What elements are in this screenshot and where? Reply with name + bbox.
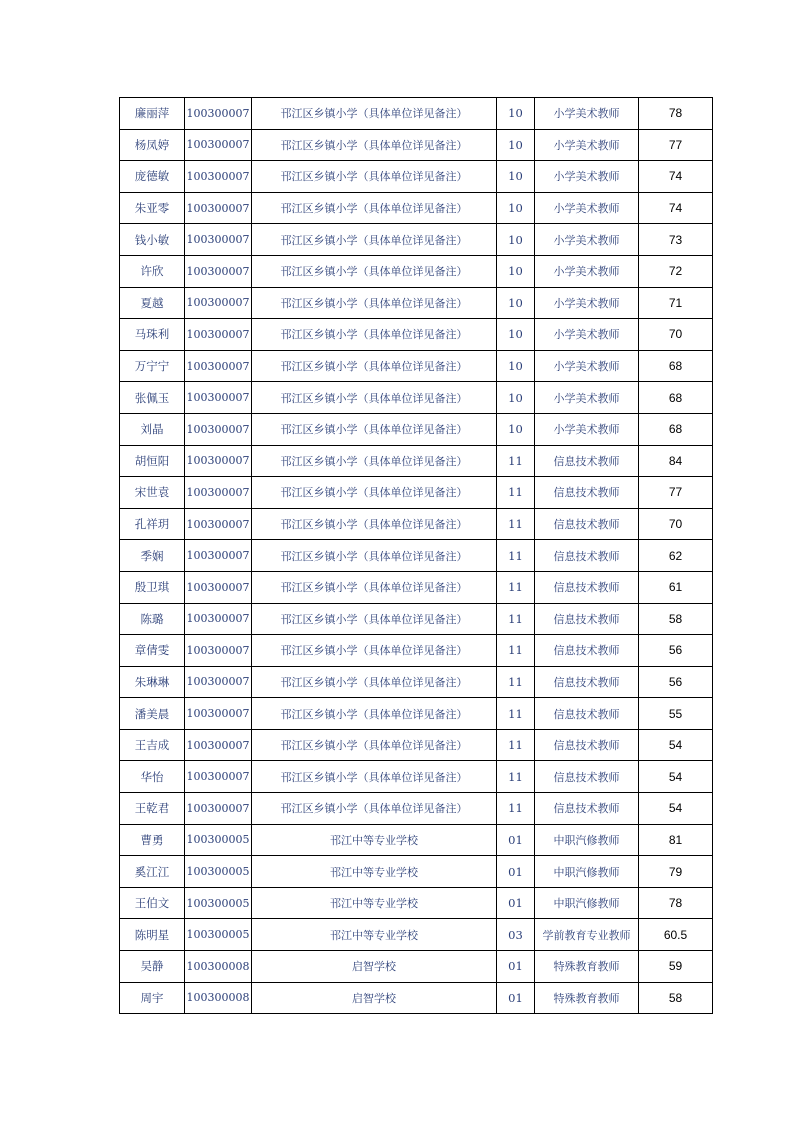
position-title-cell: 学前教育专业教师 bbox=[535, 919, 639, 951]
score-cell: 78 bbox=[639, 887, 713, 919]
unit-code-cell: 100300007 bbox=[185, 413, 252, 445]
table-row bbox=[120, 161, 713, 193]
position-code-cell: 01 bbox=[497, 982, 535, 1014]
unit-code-cell: 100300005 bbox=[185, 856, 252, 888]
position-title-cell: 信息技术教师 bbox=[535, 729, 639, 761]
candidate-name-cell: 钱小敏 bbox=[120, 224, 185, 256]
unit-code-cell: 100300005 bbox=[185, 919, 252, 951]
employer-unit-cell: 邗江区乡镇小学（具体单位详见备注） bbox=[252, 540, 497, 572]
position-code-cell: 10 bbox=[497, 129, 535, 161]
results-table bbox=[119, 97, 713, 1014]
unit-code-cell: 100300008 bbox=[185, 951, 252, 983]
employer-unit-cell: 邗江区乡镇小学（具体单位详见备注） bbox=[252, 413, 497, 445]
table-row bbox=[120, 761, 713, 793]
candidate-name-cell: 王伯文 bbox=[120, 887, 185, 919]
employer-unit-cell: 邗江区乡镇小学（具体单位详见备注） bbox=[252, 477, 497, 509]
position-code-cell: 01 bbox=[497, 887, 535, 919]
position-code-cell: 10 bbox=[497, 161, 535, 193]
position-code-cell: 11 bbox=[497, 508, 535, 540]
position-title-cell: 信息技术教师 bbox=[535, 698, 639, 730]
score-cell: 59 bbox=[639, 951, 713, 983]
position-title-cell: 信息技术教师 bbox=[535, 445, 639, 477]
candidate-name-cell: 朱琳琳 bbox=[120, 666, 185, 698]
employer-unit-cell: 邗江区乡镇小学（具体单位详见备注） bbox=[252, 129, 497, 161]
table-row bbox=[120, 603, 713, 635]
unit-code-cell: 100300007 bbox=[185, 161, 252, 193]
unit-code-cell: 100300007 bbox=[185, 350, 252, 382]
position-title-cell: 小学美术教师 bbox=[535, 287, 639, 319]
candidate-name-cell: 陈明星 bbox=[120, 919, 185, 951]
table-row bbox=[120, 413, 713, 445]
unit-code-cell: 100300007 bbox=[185, 192, 252, 224]
unit-code-cell: 100300005 bbox=[185, 824, 252, 856]
table-row bbox=[120, 919, 713, 951]
score-cell: 72 bbox=[639, 255, 713, 287]
table-row bbox=[120, 540, 713, 572]
candidate-name-cell: 马珠利 bbox=[120, 319, 185, 351]
candidate-name-cell: 万宁宁 bbox=[120, 350, 185, 382]
employer-unit-cell: 邗江区乡镇小学（具体单位详见备注） bbox=[252, 729, 497, 761]
score-cell: 81 bbox=[639, 824, 713, 856]
position-title-cell: 小学美术教师 bbox=[535, 382, 639, 414]
score-cell: 54 bbox=[639, 761, 713, 793]
employer-unit-cell: 邗江区乡镇小学（具体单位详见备注） bbox=[252, 255, 497, 287]
employer-unit-cell: 邗江区乡镇小学（具体单位详见备注） bbox=[252, 382, 497, 414]
position-code-cell: 10 bbox=[497, 255, 535, 287]
employer-unit-cell: 邗江中等专业学校 bbox=[252, 887, 497, 919]
position-title-cell: 信息技术教师 bbox=[535, 666, 639, 698]
employer-unit-cell: 启智学校 bbox=[252, 982, 497, 1014]
position-title-cell: 中职汽修教师 bbox=[535, 887, 639, 919]
table-row bbox=[120, 319, 713, 351]
employer-unit-cell: 邗江区乡镇小学（具体单位详见备注） bbox=[252, 161, 497, 193]
table-body bbox=[120, 98, 713, 1014]
unit-code-cell: 100300007 bbox=[185, 666, 252, 698]
score-cell: 77 bbox=[639, 129, 713, 161]
score-cell: 78 bbox=[639, 98, 713, 130]
candidate-name-cell: 庞德敏 bbox=[120, 161, 185, 193]
position-title-cell: 小学美术教师 bbox=[535, 413, 639, 445]
score-cell: 77 bbox=[639, 477, 713, 509]
candidate-name-cell: 张佩玉 bbox=[120, 382, 185, 414]
position-title-cell: 信息技术教师 bbox=[535, 635, 639, 667]
score-cell: 60.5 bbox=[639, 919, 713, 951]
employer-unit-cell: 邗江区乡镇小学（具体单位详见备注） bbox=[252, 287, 497, 319]
candidate-name-cell: 殷卫琪 bbox=[120, 571, 185, 603]
position-code-cell: 11 bbox=[497, 477, 535, 509]
unit-code-cell: 100300008 bbox=[185, 982, 252, 1014]
position-title-cell: 信息技术教师 bbox=[535, 761, 639, 793]
unit-code-cell: 100300007 bbox=[185, 224, 252, 256]
position-title-cell: 信息技术教师 bbox=[535, 571, 639, 603]
position-code-cell: 10 bbox=[497, 224, 535, 256]
position-code-cell: 10 bbox=[497, 287, 535, 319]
unit-code-cell: 100300007 bbox=[185, 540, 252, 572]
employer-unit-cell: 邗江区乡镇小学（具体单位详见备注） bbox=[252, 698, 497, 730]
table-row bbox=[120, 982, 713, 1014]
score-cell: 55 bbox=[639, 698, 713, 730]
candidate-name-cell: 廉丽萍 bbox=[120, 98, 185, 130]
employer-unit-cell: 邗江区乡镇小学（具体单位详见备注） bbox=[252, 666, 497, 698]
employer-unit-cell: 邗江区乡镇小学（具体单位详见备注） bbox=[252, 508, 497, 540]
position-title-cell: 中职汽修教师 bbox=[535, 824, 639, 856]
employer-unit-cell: 邗江区乡镇小学（具体单位详见备注） bbox=[252, 350, 497, 382]
position-title-cell: 信息技术教师 bbox=[535, 793, 639, 825]
employer-unit-cell: 邗江区乡镇小学（具体单位详见备注） bbox=[252, 192, 497, 224]
position-title-cell: 小学美术教师 bbox=[535, 350, 639, 382]
table-row bbox=[120, 287, 713, 319]
employer-unit-cell: 邗江中等专业学校 bbox=[252, 824, 497, 856]
table-row bbox=[120, 224, 713, 256]
score-cell: 54 bbox=[639, 729, 713, 761]
position-code-cell: 03 bbox=[497, 919, 535, 951]
table-row bbox=[120, 350, 713, 382]
score-cell: 73 bbox=[639, 224, 713, 256]
table-row bbox=[120, 793, 713, 825]
position-code-cell: 11 bbox=[497, 635, 535, 667]
score-cell: 61 bbox=[639, 571, 713, 603]
table-row bbox=[120, 382, 713, 414]
score-cell: 74 bbox=[639, 192, 713, 224]
position-title-cell: 小学美术教师 bbox=[535, 192, 639, 224]
score-cell: 58 bbox=[639, 982, 713, 1014]
position-code-cell: 11 bbox=[497, 793, 535, 825]
table-row bbox=[120, 192, 713, 224]
unit-code-cell: 100300007 bbox=[185, 445, 252, 477]
unit-code-cell: 100300005 bbox=[185, 887, 252, 919]
employer-unit-cell: 邗江区乡镇小学（具体单位详见备注） bbox=[252, 224, 497, 256]
position-code-cell: 10 bbox=[497, 319, 535, 351]
position-title-cell: 特殊教育教师 bbox=[535, 982, 639, 1014]
position-title-cell: 中职汽修教师 bbox=[535, 856, 639, 888]
position-code-cell: 10 bbox=[497, 192, 535, 224]
candidate-name-cell: 周宇 bbox=[120, 982, 185, 1014]
employer-unit-cell: 启智学校 bbox=[252, 951, 497, 983]
unit-code-cell: 100300007 bbox=[185, 793, 252, 825]
position-code-cell: 11 bbox=[497, 445, 535, 477]
table-row bbox=[120, 98, 713, 130]
candidate-name-cell: 季娴 bbox=[120, 540, 185, 572]
score-cell: 79 bbox=[639, 856, 713, 888]
candidate-name-cell: 朱亚零 bbox=[120, 192, 185, 224]
unit-code-cell: 100300007 bbox=[185, 382, 252, 414]
position-title-cell: 小学美术教师 bbox=[535, 319, 639, 351]
score-cell: 54 bbox=[639, 793, 713, 825]
position-code-cell: 11 bbox=[497, 729, 535, 761]
candidate-name-cell: 杨凤婷 bbox=[120, 129, 185, 161]
table-row bbox=[120, 824, 713, 856]
employer-unit-cell: 邗江中等专业学校 bbox=[252, 919, 497, 951]
position-title-cell: 小学美术教师 bbox=[535, 224, 639, 256]
candidate-name-cell: 胡恒阳 bbox=[120, 445, 185, 477]
position-code-cell: 10 bbox=[497, 350, 535, 382]
position-code-cell: 11 bbox=[497, 666, 535, 698]
employer-unit-cell: 邗江区乡镇小学（具体单位详见备注） bbox=[252, 445, 497, 477]
position-title-cell: 信息技术教师 bbox=[535, 477, 639, 509]
position-code-cell: 11 bbox=[497, 698, 535, 730]
position-title-cell: 小学美术教师 bbox=[535, 255, 639, 287]
unit-code-cell: 100300007 bbox=[185, 571, 252, 603]
position-title-cell: 信息技术教师 bbox=[535, 603, 639, 635]
employer-unit-cell: 邗江区乡镇小学（具体单位详见备注） bbox=[252, 793, 497, 825]
table-row bbox=[120, 951, 713, 983]
candidate-name-cell: 许欣 bbox=[120, 255, 185, 287]
position-code-cell: 10 bbox=[497, 382, 535, 414]
table-row bbox=[120, 571, 713, 603]
candidate-name-cell: 夏越 bbox=[120, 287, 185, 319]
position-code-cell: 11 bbox=[497, 571, 535, 603]
candidate-name-cell: 王乾君 bbox=[120, 793, 185, 825]
table-row bbox=[120, 129, 713, 161]
unit-code-cell: 100300007 bbox=[185, 129, 252, 161]
unit-code-cell: 100300007 bbox=[185, 729, 252, 761]
results-sheet bbox=[119, 97, 712, 1014]
candidate-name-cell: 潘美晨 bbox=[120, 698, 185, 730]
employer-unit-cell: 邗江中等专业学校 bbox=[252, 856, 497, 888]
employer-unit-cell: 邗江区乡镇小学（具体单位详见备注） bbox=[252, 98, 497, 130]
position-code-cell: 11 bbox=[497, 761, 535, 793]
unit-code-cell: 100300007 bbox=[185, 98, 252, 130]
employer-unit-cell: 邗江区乡镇小学（具体单位详见备注） bbox=[252, 319, 497, 351]
score-cell: 62 bbox=[639, 540, 713, 572]
candidate-name-cell: 王吉成 bbox=[120, 729, 185, 761]
score-cell: 70 bbox=[639, 319, 713, 351]
position-code-cell: 11 bbox=[497, 540, 535, 572]
position-code-cell: 01 bbox=[497, 856, 535, 888]
position-title-cell: 小学美术教师 bbox=[535, 161, 639, 193]
candidate-name-cell: 孔祥玥 bbox=[120, 508, 185, 540]
candidate-name-cell: 陈璐 bbox=[120, 603, 185, 635]
position-code-cell: 11 bbox=[497, 603, 535, 635]
score-cell: 58 bbox=[639, 603, 713, 635]
table-row bbox=[120, 255, 713, 287]
unit-code-cell: 100300007 bbox=[185, 603, 252, 635]
candidate-name-cell: 华怡 bbox=[120, 761, 185, 793]
candidate-name-cell: 刘晶 bbox=[120, 413, 185, 445]
score-cell: 56 bbox=[639, 635, 713, 667]
position-code-cell: 10 bbox=[497, 413, 535, 445]
unit-code-cell: 100300007 bbox=[185, 319, 252, 351]
table-row bbox=[120, 666, 713, 698]
position-code-cell: 01 bbox=[497, 951, 535, 983]
employer-unit-cell: 邗江区乡镇小学（具体单位详见备注） bbox=[252, 635, 497, 667]
position-title-cell: 信息技术教师 bbox=[535, 508, 639, 540]
score-cell: 56 bbox=[639, 666, 713, 698]
employer-unit-cell: 邗江区乡镇小学（具体单位详见备注） bbox=[252, 603, 497, 635]
table-row bbox=[120, 477, 713, 509]
score-cell: 68 bbox=[639, 382, 713, 414]
unit-code-cell: 100300007 bbox=[185, 287, 252, 319]
unit-code-cell: 100300007 bbox=[185, 508, 252, 540]
unit-code-cell: 100300007 bbox=[185, 635, 252, 667]
score-cell: 84 bbox=[639, 445, 713, 477]
table-row bbox=[120, 856, 713, 888]
candidate-name-cell: 宋世袁 bbox=[120, 477, 185, 509]
candidate-name-cell: 奚江江 bbox=[120, 856, 185, 888]
table-row bbox=[120, 445, 713, 477]
unit-code-cell: 100300007 bbox=[185, 761, 252, 793]
score-cell: 68 bbox=[639, 413, 713, 445]
table-row bbox=[120, 635, 713, 667]
employer-unit-cell: 邗江区乡镇小学（具体单位详见备注） bbox=[252, 571, 497, 603]
position-title-cell: 信息技术教师 bbox=[535, 540, 639, 572]
unit-code-cell: 100300007 bbox=[185, 255, 252, 287]
score-cell: 70 bbox=[639, 508, 713, 540]
table-row bbox=[120, 698, 713, 730]
score-cell: 71 bbox=[639, 287, 713, 319]
candidate-name-cell: 章倩雯 bbox=[120, 635, 185, 667]
employer-unit-cell: 邗江区乡镇小学（具体单位详见备注） bbox=[252, 761, 497, 793]
position-title-cell: 小学美术教师 bbox=[535, 98, 639, 130]
position-title-cell: 特殊教育教师 bbox=[535, 951, 639, 983]
candidate-name-cell: 曹勇 bbox=[120, 824, 185, 856]
score-cell: 74 bbox=[639, 161, 713, 193]
position-code-cell: 01 bbox=[497, 824, 535, 856]
score-cell: 68 bbox=[639, 350, 713, 382]
table-row bbox=[120, 508, 713, 540]
unit-code-cell: 100300007 bbox=[185, 698, 252, 730]
position-code-cell: 10 bbox=[497, 98, 535, 130]
unit-code-cell: 100300007 bbox=[185, 477, 252, 509]
table-row bbox=[120, 729, 713, 761]
candidate-name-cell: 吴静 bbox=[120, 951, 185, 983]
position-title-cell: 小学美术教师 bbox=[535, 129, 639, 161]
table-row bbox=[120, 887, 713, 919]
